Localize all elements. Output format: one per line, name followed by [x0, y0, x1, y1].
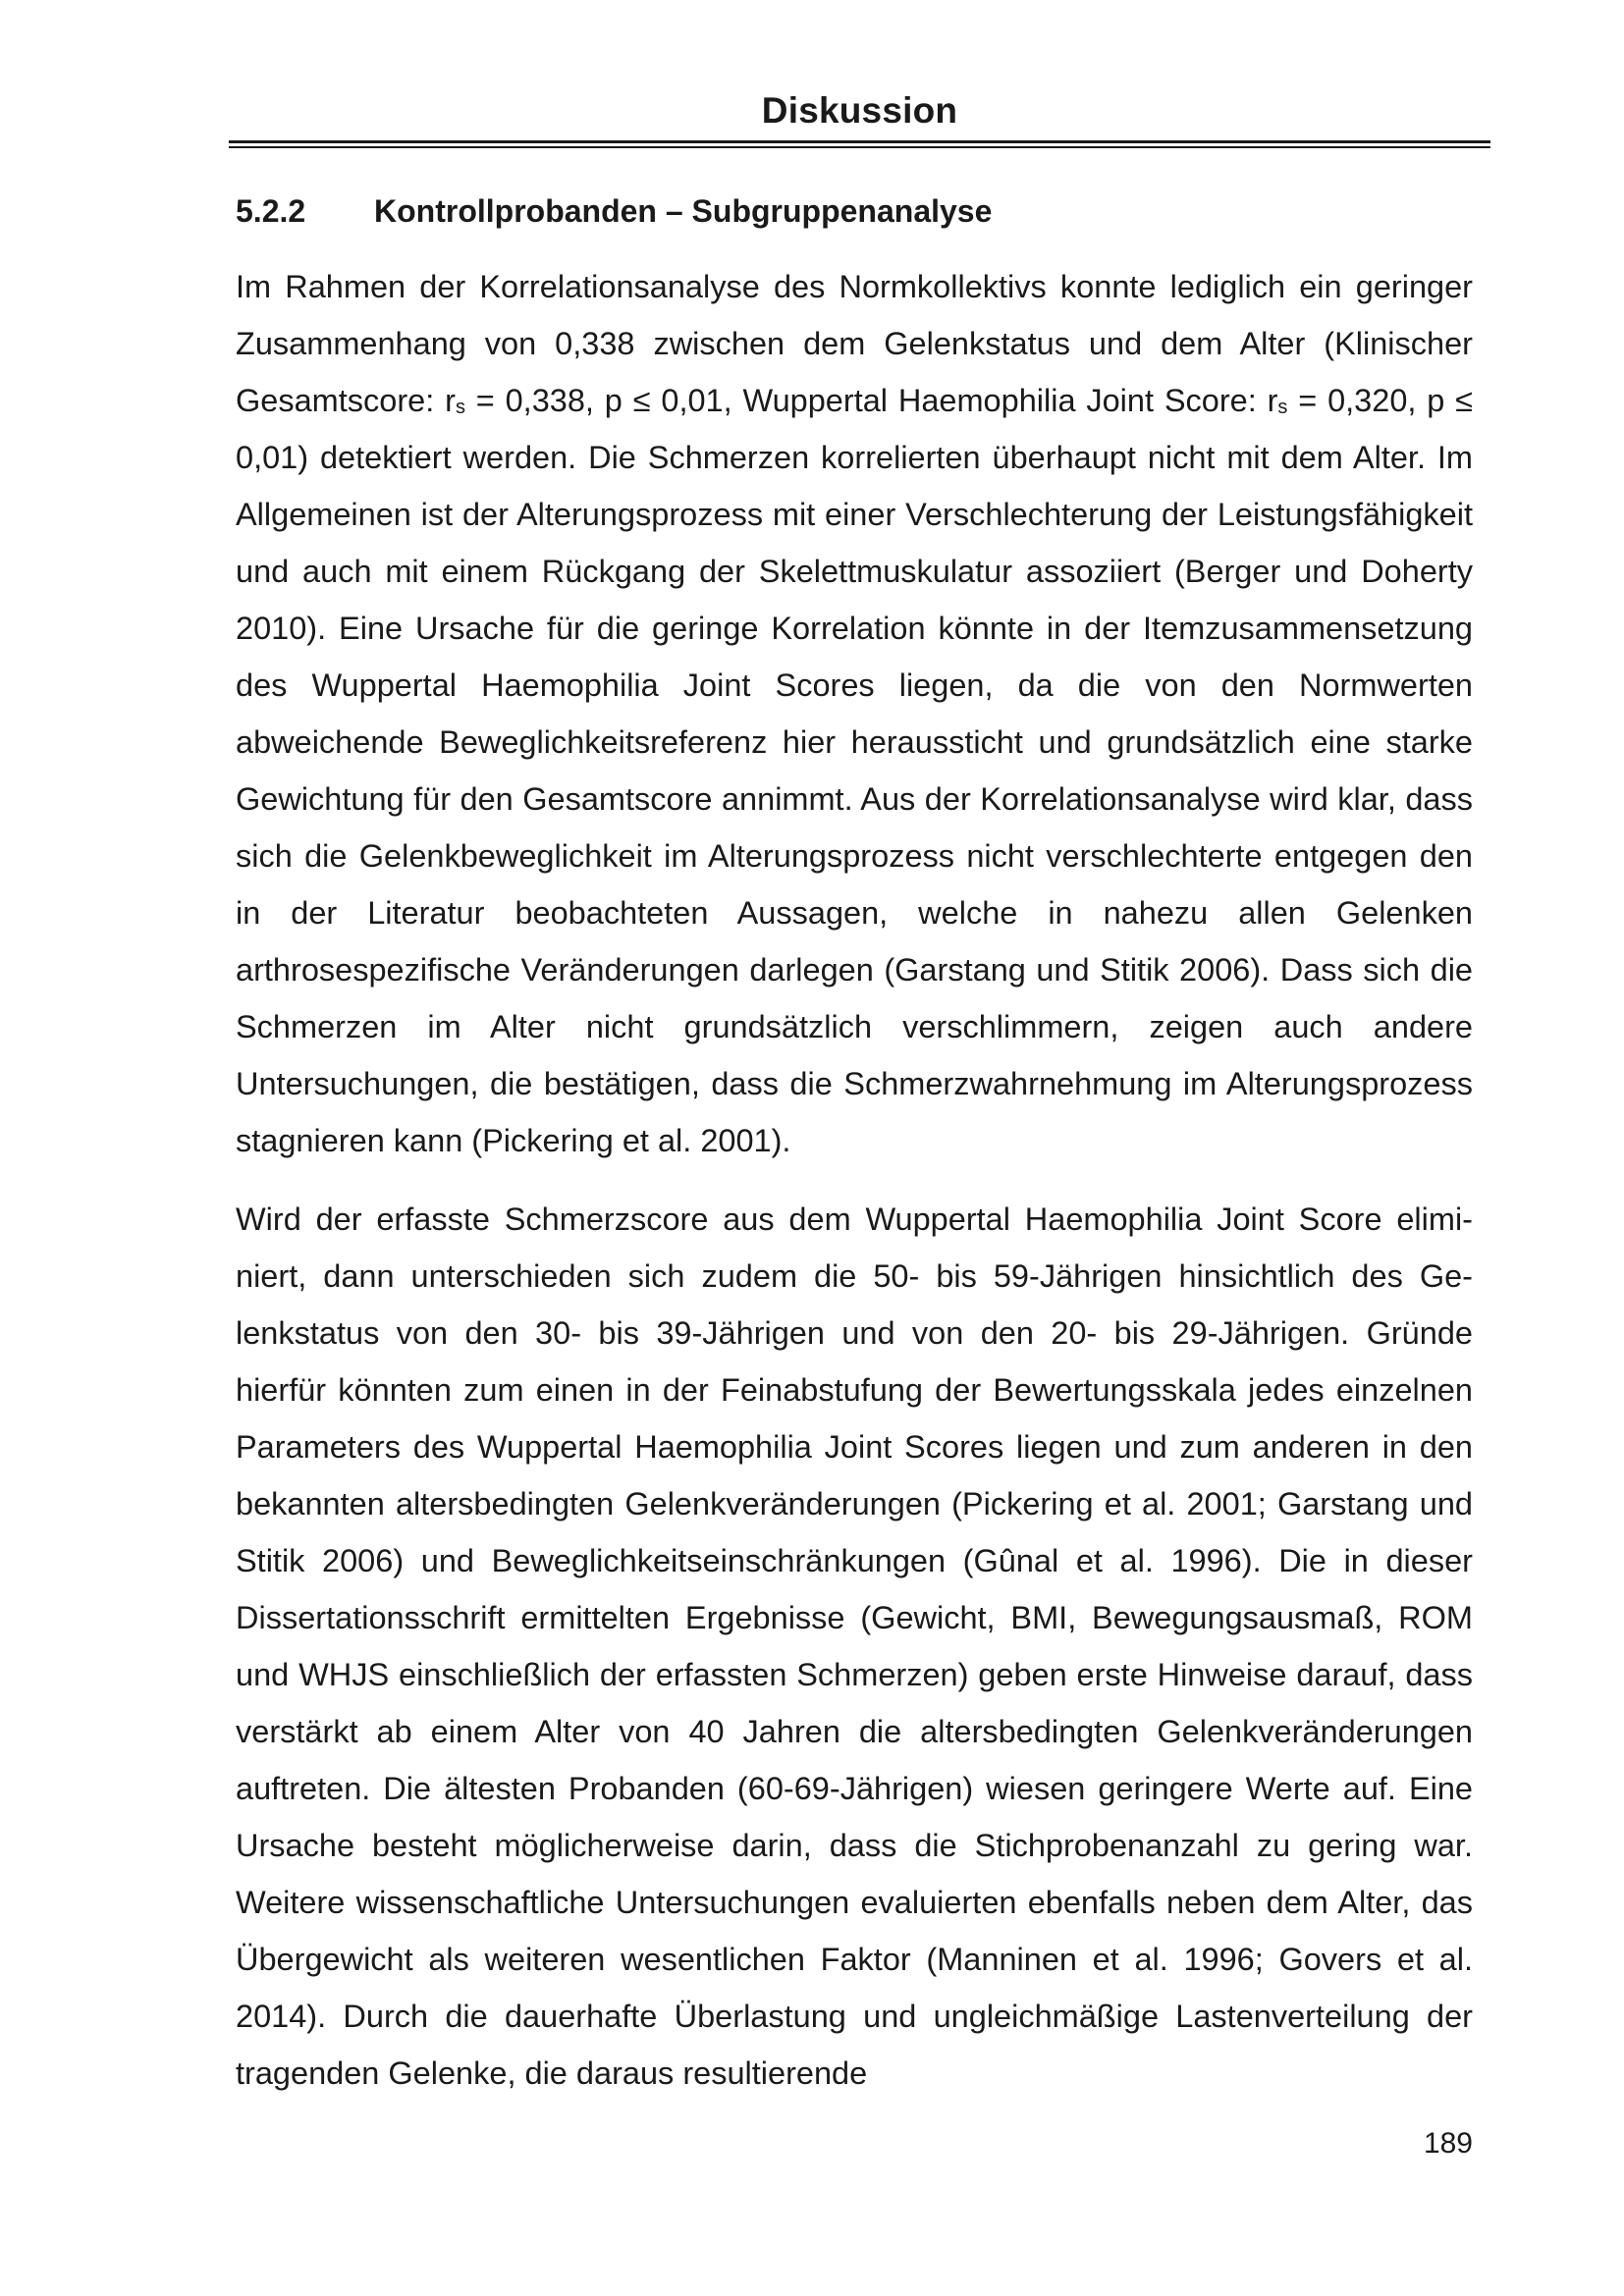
- paragraph-1-text-c: = 0,320, p ≤ 0,01) detektiert werden. Die Schmerzen korrelierten überhaupt nicht mit dem Alter. Im Allgemeinen ist der Alterungsprozess mit einer Verschlechterung der Leistungsfähigkeit und auch mit einem Rückgang der Skelettmuskulatur assoziiert (Berger und Doherty 2010). Eine Ursache für die geringe Korrelation könnte in der Itemzusammensetzung des Wuppertal Haemophilia Joint Scores liegen, da die von den Normwerten abweichende Beweglichkeitsreferenz hier heraussticht und grundsätzlich eine starke Gewichtung für den Gesamtscore annimmt. Aus der Korrelationsanalyse wird klar, dass sich die Gelenkbeweglichkeit im Alterungsprozess nicht verschlechterte entgegen den in der Literatur beobachteten Aussagen, welche in nahezu allen Gelenken arthrosespezifische Veränderungen darlegen (Garstang und Stitik 2006). Dass sich die Schmerzen im Alter nicht grundsätzlich verschlimmern, zeigen auch andere Untersuchungen, die bestätigen, dass die Schmerzwahrnehmung im Alterungsprozess stagnieren kann (Pickering et al. 2001).: [236, 383, 1474, 1158]
- page-number: 189: [1423, 2127, 1473, 2160]
- section-heading: [236, 193, 992, 230]
- header-rule-thin: [229, 146, 1490, 148]
- paragraph-1-text-b: = 0,338, p ≤ 0,01, Wuppertal Haemophilia Joint Score: r: [464, 383, 1278, 418]
- paragraph-1-text-a: Im Rahmen der Korrelationsanalyse des Normkollektivs konnte lediglich ein geringer Zusammenhang von 0,338 zwischen dem Gelenkstatus und dem Alter (Klinischer Gesamtscore: r: [236, 269, 1473, 418]
- header-rule-thick: [229, 140, 1490, 143]
- section-number: 5.2.2: [236, 193, 306, 229]
- body-paragraph-1: [236, 258, 1473, 1169]
- section-title: Kontrollprobanden – Subgruppenanalyse: [374, 193, 993, 229]
- subscript-s-2: s: [1277, 397, 1288, 418]
- running-header-title: Diskussion: [761, 90, 958, 131]
- subscript-s-1: s: [455, 397, 465, 418]
- body-paragraph-2: Wird der erfasste Schmerzscore aus dem Wuppertal Haemophilia Joint Score eliminiert, dann unterschieden sich zudem die 50- bis 59-Jährigen hinsichtlich des Gelenkstatus von den 30- bis 39-Jährigen und von den 20- bis 29-Jährigen. Gründe hierfür könnten zum einen in der Feinabstufung der Bewertungsskala jedes einzelnen Parameters des Wuppertal Haemophilia Joint Scores liegen und zum anderen in den bekannten altersbedingten Gelenkveränderungen (Pickering et al. 2001; Garstang und Stitik 2006) und Beweglichkeitseinschränkungen (Gûnal et al. 1996). Die in dieser Dissertationsschrift ermittelten Ergebnisse (Gewicht, BMI, Bewegungsausmaß, ROM und WHJS einschließlich der erfassten Schmerzen) geben erste Hinweise darauf, dass verstärkt ab einem Alter von 40 Jahren die altersbedingten Gelenkveränderungen auftreten. Die ältesten Probanden (60-69-Jährigen) wiesen geringere Werte auf. Eine Ursache besteht möglicherweise darin, dass die Stichprobenanzahl zu gering war. Weitere wissenschaftliche Untersuchungen evaluierten ebenfalls neben dem Alter, das Übergewicht als weiteren wesentlichen Faktor (Manninen et al. 1996; Govers et al. 2014). Durch die dauerhafte Überlastung und ungleichmäßige Lastenverteilung der tragenden Gelenke, die daraus resultierende: [236, 1201, 1473, 2091]
